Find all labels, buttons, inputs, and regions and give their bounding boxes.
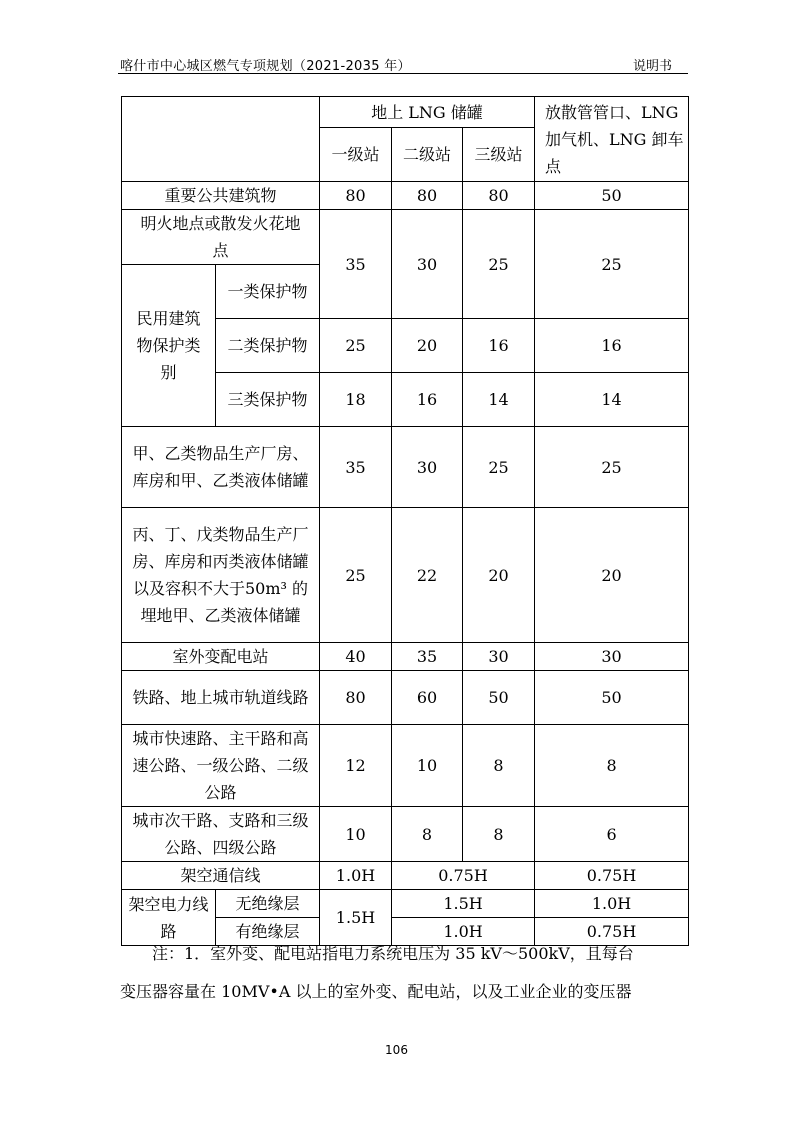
row-label: 二类保护物 (216, 319, 320, 373)
table-row (122, 210, 689, 265)
cell-level1: 1.0H (320, 862, 392, 890)
cell-outlet: 50 (535, 671, 689, 725)
cell-level2: 80 (392, 182, 463, 210)
header-level1: 一级站 (320, 128, 392, 182)
table-row (122, 725, 689, 807)
cell-level3: 25 (463, 427, 535, 508)
row-label: 明火地点或散发火花地点 (122, 210, 320, 265)
cell-level1: 1.5H (320, 890, 392, 946)
cell-level2: 30 (392, 210, 463, 319)
cell-level3: 14 (463, 373, 535, 427)
table-row (122, 890, 689, 918)
note-line-2: 变压器容量在 10MV•A 以上的室外变、配电站，以及工业企业的变压器 (120, 982, 632, 1001)
cell-outlet: 1.0H (535, 890, 689, 918)
cell-level2: 35 (392, 643, 463, 671)
cell-outlet: 20 (535, 508, 689, 643)
cell-level2: 60 (392, 671, 463, 725)
cell-level23: 1.0H (392, 918, 535, 946)
cell-outlet: 16 (535, 319, 689, 373)
cell-level1: 35 (320, 210, 392, 319)
cell-level1: 25 (320, 508, 392, 643)
cell-outlet: 14 (535, 373, 689, 427)
row-label: 无绝缘层 (216, 890, 320, 918)
table-row (122, 671, 689, 725)
row-label: 室外变配电站 (122, 643, 320, 671)
overhead-group-label: 架空电力线路 (122, 890, 216, 946)
cell-level2: 8 (392, 807, 463, 862)
cell-level3: 50 (463, 671, 535, 725)
cell-level3: 8 (463, 725, 535, 807)
cell-outlet: 8 (535, 725, 689, 807)
row-label: 三类保护物 (216, 373, 320, 427)
row-label: 城市快速路、主干路和高速公路、一级公路、二级公路 (122, 725, 320, 807)
header-level3: 三级站 (463, 128, 535, 182)
row-label: 有绝缘层 (216, 918, 320, 946)
note-line-1: 注：1．室外变、配电站指电力系统电压为 35 kV～500kV，且每台 (152, 944, 634, 963)
cell-level3: 25 (463, 210, 535, 319)
cell-level3: 8 (463, 807, 535, 862)
table-header-row (122, 97, 689, 128)
cell-level2: 10 (392, 725, 463, 807)
cell-outlet: 25 (535, 210, 689, 319)
cell-level23: 0.75H (392, 862, 535, 890)
table-row (122, 643, 689, 671)
cell-level2: 30 (392, 427, 463, 508)
cell-level1: 80 (320, 182, 392, 210)
table-row (122, 508, 689, 643)
header-rule (118, 73, 688, 74)
row-label: 重要公共建筑物 (122, 182, 320, 210)
header-level2: 二级站 (392, 128, 463, 182)
table-row (122, 182, 689, 210)
row-label: 架空通信线 (122, 862, 320, 890)
document-title: 喀什市中心城区燃气专项规划（2021-2035 年） (120, 59, 411, 74)
table-row (122, 807, 689, 862)
cell-level3: 16 (463, 319, 535, 373)
cell-outlet: 30 (535, 643, 689, 671)
cell-level1: 80 (320, 671, 392, 725)
civil-group-label: 民用建筑物保护类别 (122, 265, 216, 427)
cell-level1: 35 (320, 427, 392, 508)
row-label: 城市次干路、支路和三级公路、四级公路 (122, 807, 320, 862)
cell-outlet: 0.75H (535, 918, 689, 946)
cell-level1: 25 (320, 319, 392, 373)
cell-level3: 30 (463, 643, 535, 671)
row-label: 甲、乙类物品生产厂房、 库房和甲、乙类液体储罐 (122, 427, 320, 508)
cell-level1: 10 (320, 807, 392, 862)
cell-level3: 80 (463, 182, 535, 210)
cell-outlet: 25 (535, 427, 689, 508)
cell-outlet: 6 (535, 807, 689, 862)
table-row (122, 862, 689, 890)
row-label: 丙、丁、戊类物品生产厂房、库房和丙类液体储罐以及容积不大于50m³ 的埋地甲、乙类液体储罐 (122, 508, 320, 643)
cell-level3: 20 (463, 508, 535, 643)
cell-level2: 20 (392, 319, 463, 373)
cell-outlet: 50 (535, 182, 689, 210)
cell-level2: 22 (392, 508, 463, 643)
row-label: 铁路、地上城市轨道线路 (122, 671, 320, 725)
header-tank: 地上 LNG 储罐 (320, 97, 535, 128)
spacing-table (121, 96, 689, 946)
header-empty-cell (122, 97, 320, 182)
cell-level2: 16 (392, 373, 463, 427)
row-label: 一类保护物 (216, 265, 320, 319)
cell-level1: 18 (320, 373, 392, 427)
table-row (122, 427, 689, 508)
document-section: 说明书 (632, 59, 672, 74)
cell-level23: 1.5H (392, 890, 535, 918)
header-outlet: 放散管管口、LNG 加气机、LNG 卸车点 (535, 97, 689, 182)
cell-level1: 12 (320, 725, 392, 807)
cell-level1: 40 (320, 643, 392, 671)
cell-outlet: 0.75H (535, 862, 689, 890)
page-number: 106 (385, 1043, 408, 1057)
